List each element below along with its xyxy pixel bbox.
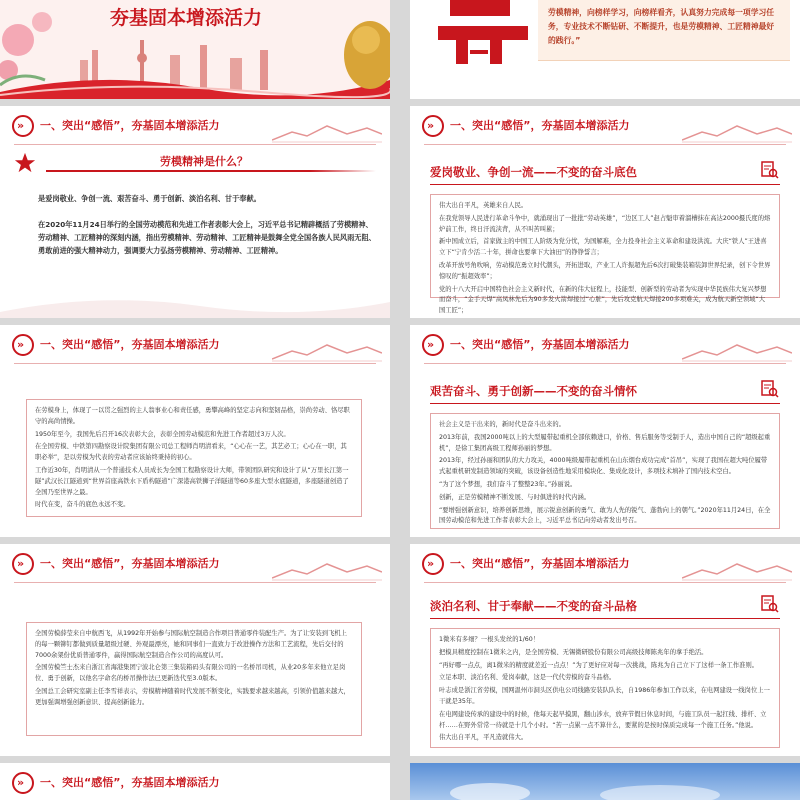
slide-title: 夯基固本增添活力	[110, 7, 263, 29]
content-card	[430, 413, 780, 529]
header-rule	[424, 363, 786, 364]
slide-what-is	[0, 106, 390, 318]
card-line: 创新，正是劳模精神不断发展、与时俱进的时代内涵。	[439, 493, 591, 501]
card-line: 工作近30年，肖明清从一个普通技术人员成长为全国工程勘察设计大师，带领团队研究和设计了从“万里长江第一隧”武汉长江隧道到“世界首座高铁水下盾构隧道”广深港高铁狮子洋隧道等60多座大型水底隧道，多座隧道创造了全国乃至世界之最。	[35, 466, 349, 496]
slide-heading: 劳模精神是什么？	[160, 155, 248, 168]
section-header	[410, 106, 800, 146]
section-header	[410, 325, 800, 365]
quote-text: 劳模精神，向榜样学习，向榜样看齐，认真努力完成每一项学习任务，专业技术不断钻研、不断提升，也是劳模精神、工匠精神最好的践行。”	[548, 8, 775, 45]
chevron-right-icon: »	[12, 115, 34, 137]
card-line: 时代在变，奋斗的底色永远不变。	[35, 501, 130, 509]
great-wall-ornament	[272, 558, 382, 582]
card-line: 在我党领导人民进行革命斗争中，就涌现出了一批批“劳动英雄”，“边区工人”赵占魁审着溜槽抹在高达2000摄氏度的熔炉前工作，终日汗流浃背，从不叫苦叫累；	[439, 214, 771, 233]
card-line: 改革开放号角吹响，劳动模范勇立时代潮头，开拓进取，产业工人许振超先后6次打破集装箱装卸世界纪录，创下令世界惊叹的“振超效率”；	[439, 261, 771, 280]
card-line: 1微米有多细？一根头发丝的1/60！	[439, 636, 540, 643]
slide-worker-story	[0, 325, 390, 537]
section-header	[0, 325, 390, 365]
content-card	[26, 622, 362, 736]
document-search-icon	[760, 379, 780, 399]
card-line: 把模具精度控制在1微米之内，是全国劳模、无锡微研股份有限公司高级技师陈兆年的拿手绝活。	[439, 648, 708, 656]
section-header-title: 一、突出“感悟”，夯基固本增添活力	[40, 119, 220, 132]
slide-top-left	[0, 0, 390, 99]
card-line: 伟大出自平凡，英雄来自人民。	[439, 202, 528, 209]
header-rule	[14, 582, 376, 583]
card-line: 党的十八大开启中国特色社会主义新时代，在新的伟大征程上，技能型、创新型的劳动者为实现中华民族伟大复兴梦想而奋斗，“金手天焊”高凤林先后为90多发火箭焊接过“心脏”，先后攻克航天焊接200多项难关，成为航天新空领域“大国工匠”；	[439, 285, 767, 315]
slide-heading: 淡泊名利、甘于奉献——不变的奋斗品格	[430, 599, 637, 613]
section-header-title: 一、突出“感悟”，夯基固本增添活力	[40, 776, 220, 789]
monument-logo	[430, 0, 550, 70]
definition-para: 在2020年11月24日举行的全国劳动模范和先进工作者表彰大会上，习近平总书记精辟概括了劳模精神、劳动精神、工匠精神的深刻内涵，指出劳模精神、劳动精神、工匠精神是鼓舞全党全国各族人民风雨无阻、勇敢前进的强大精神动力，强调要大力弘扬劳模精神、劳动精神、工匠精神。	[38, 220, 376, 255]
heading-rule	[430, 184, 780, 185]
section-header	[0, 544, 390, 584]
content-card	[430, 628, 780, 748]
header-rule	[424, 582, 786, 583]
card-line: 新中国成立后，首家做主的中国工人阶级为党分忧，为国解难，全力投身社会主义革命和建设洪流。大庆“铁人”王进喜立下“宁肯少活二十年，拼命也要拿下大油田”的铮铮誓言；	[439, 238, 767, 257]
card-line: 全国劳模竺士杰来自浙江省海港集团宁波北仑第三集装箱码头有限公司的一名桥吊司机，从业20多年来他立足岗位、勇于创新，以他名字命名的桥吊操作法已更新迭代至3.0版本。	[35, 664, 346, 683]
section-header-title: 一、突出“感悟”，夯基固本增添活力	[450, 557, 630, 570]
section-header-title: 一、突出“感悟”，夯基固本增添活力	[450, 338, 630, 351]
header-rule	[14, 363, 376, 364]
card-line: 2013年前，我国2000吨以上的大型履带起重机全部依赖进口，价格、售后服务等受制于人，造出中国自己的“超级起重机”，是徐工集团高级工程师孙丽的梦想。	[439, 433, 771, 452]
chevron-right-icon: »	[422, 334, 444, 356]
card-line: 在电网建设传承的建设中的时候，他每天起早摸黑，翻山涉水，放弃节假日休息时间，与施工队员一起扛线、排杆、立杆……在野外常常一待就是十几个小时。“苦一点累一点不算什么，要紧的是按时保质完成每一个施工任务。”他说。	[439, 710, 767, 729]
heading-rule	[46, 170, 376, 172]
great-wall-ornament	[682, 558, 792, 582]
section-header	[410, 544, 800, 584]
chevron-right-icon: »	[12, 334, 34, 356]
card-line: 在劳模身上，体现了一以贯之强烈的主人翁事业心和责任感，勇攀高峰的坚定志向和坚韧品格，崇尚劳动、恪尽职守的高尚情操。	[35, 407, 350, 425]
footer-wave	[0, 282, 390, 318]
chevron-right-icon: »	[422, 115, 444, 137]
section-header-title: 一、突出“感悟”，夯基固本增添活力	[40, 338, 220, 351]
document-search-icon	[760, 160, 780, 180]
slide-bottom-left	[0, 763, 390, 800]
heading-rule	[430, 403, 780, 404]
section-header	[0, 763, 390, 800]
great-wall-ornament	[682, 120, 792, 144]
slide-hard-work	[410, 325, 800, 537]
slide-love-work	[410, 106, 800, 318]
slide-heading: 艰苦奋斗、勇于创新——不变的奋斗情怀	[430, 384, 637, 398]
card-line: 立足本职、淡泊名利、爱岗奉献，这是一代代劳模的奋斗品格。	[439, 674, 616, 682]
section-header-title: 一、突出“感悟”，夯基固本增添活力	[450, 119, 630, 132]
chevron-right-icon: »	[12, 553, 34, 575]
slide-heading: 爱岗敬业、争创一流——不变的奋斗底色	[430, 165, 637, 179]
slide-fame-free	[410, 544, 800, 756]
card-line: “为了这个梦想，我们奋斗了整整23年。”孙丽说。	[439, 480, 577, 488]
card-line: “再好哪一点点，离1微米的精度就差近一点点！”为了更好应对每一次挑战，陈兆为自己立下了这样一条工作准则。	[439, 661, 759, 669]
heading-rule	[430, 618, 780, 619]
card-line: “要增强创新意识，培养创新思维，展示锐意创新的勇气、敢为人先的锐气、蓬勃向上的朝气。”2020年11月24日，在全国劳动模范和先进工作者表彰大会上，习近平总书记向劳动者发出号召。	[439, 506, 771, 525]
card-line: 社会主义是干出来的，新时代是奋斗出来的。	[439, 421, 565, 428]
card-line: 2013年，经过孙丽和团队的大力攻关，4000吨级履带起重机在山东烟台成功完成“首吊”，实现了我国在超大吨位履带式起重机研发制造领域的突破，该设备创造性地采用模块化、集成化设计，多项技术填补了国内技术空白。	[439, 457, 768, 476]
definition-line: 是爱岗敬业、争创一流、艰苦奋斗、勇于创新、淡泊名利、甘于奉献。	[38, 194, 261, 203]
section-header	[0, 106, 390, 146]
star-icon	[14, 152, 36, 174]
card-line: 全国劳模薛莹来自中航西飞，从1992年开始参与国际航空制造合作项目普通零件装配生产。为了让安装到飞机上的每一颗铆钉都做到质量超级过硬、外观最漂亮，她和同事们一直致力于改进操作方法和工艺流程，先后交付的7000余架份优质普通零件，赢得国际航空制造合作公司的高度认可。	[35, 630, 347, 659]
slide-top-right	[410, 0, 800, 99]
slide-bottom-right	[410, 763, 800, 800]
section-header-title: 一、突出“感悟”，夯基固本增添活力	[40, 557, 220, 570]
chevron-right-icon: »	[12, 772, 34, 794]
chevron-right-icon: »	[422, 553, 444, 575]
card-line: 叶志成是浙江省劳模，国网温州市洞头区供电公司线路安装队队长，自1986年参加工作以来，在电网建设一线岗位上一干就是35年。	[439, 687, 770, 705]
header-rule	[14, 144, 376, 145]
header-rule	[424, 144, 786, 145]
card-line: 伟大出自平凡，平凡造就伟大。	[439, 734, 528, 742]
content-card	[430, 194, 780, 315]
card-line: 1950年至今，我国先后召开16次表彰大会，表彰全国劳动模范和先进工作者超过3万人次。	[35, 430, 290, 438]
quote-box	[538, 0, 790, 61]
card-line: 全国总工会研究室副主任李雪祥表示，劳模精神随着时代发展不断变化，实践要求越来越高，引领价值越来越大，更加强调增强创新意识、提高创新能力。	[35, 687, 350, 706]
card-line: 在全国劳模、中铁第四勘察设计院集团有限公司总工程师肖明清看来，“心心在一艺，其艺必工；心心在一职，其职必举”，是以劳模为代表的劳动者应该始终秉持的初心。	[35, 443, 347, 462]
great-wall-ornament	[272, 339, 382, 363]
great-wall-ornament	[272, 120, 382, 144]
content-card	[26, 399, 362, 517]
document-search-icon	[760, 594, 780, 614]
sky-clouds	[410, 763, 800, 800]
slide-labor-heroes	[0, 544, 390, 756]
great-wall-ornament	[682, 339, 792, 363]
